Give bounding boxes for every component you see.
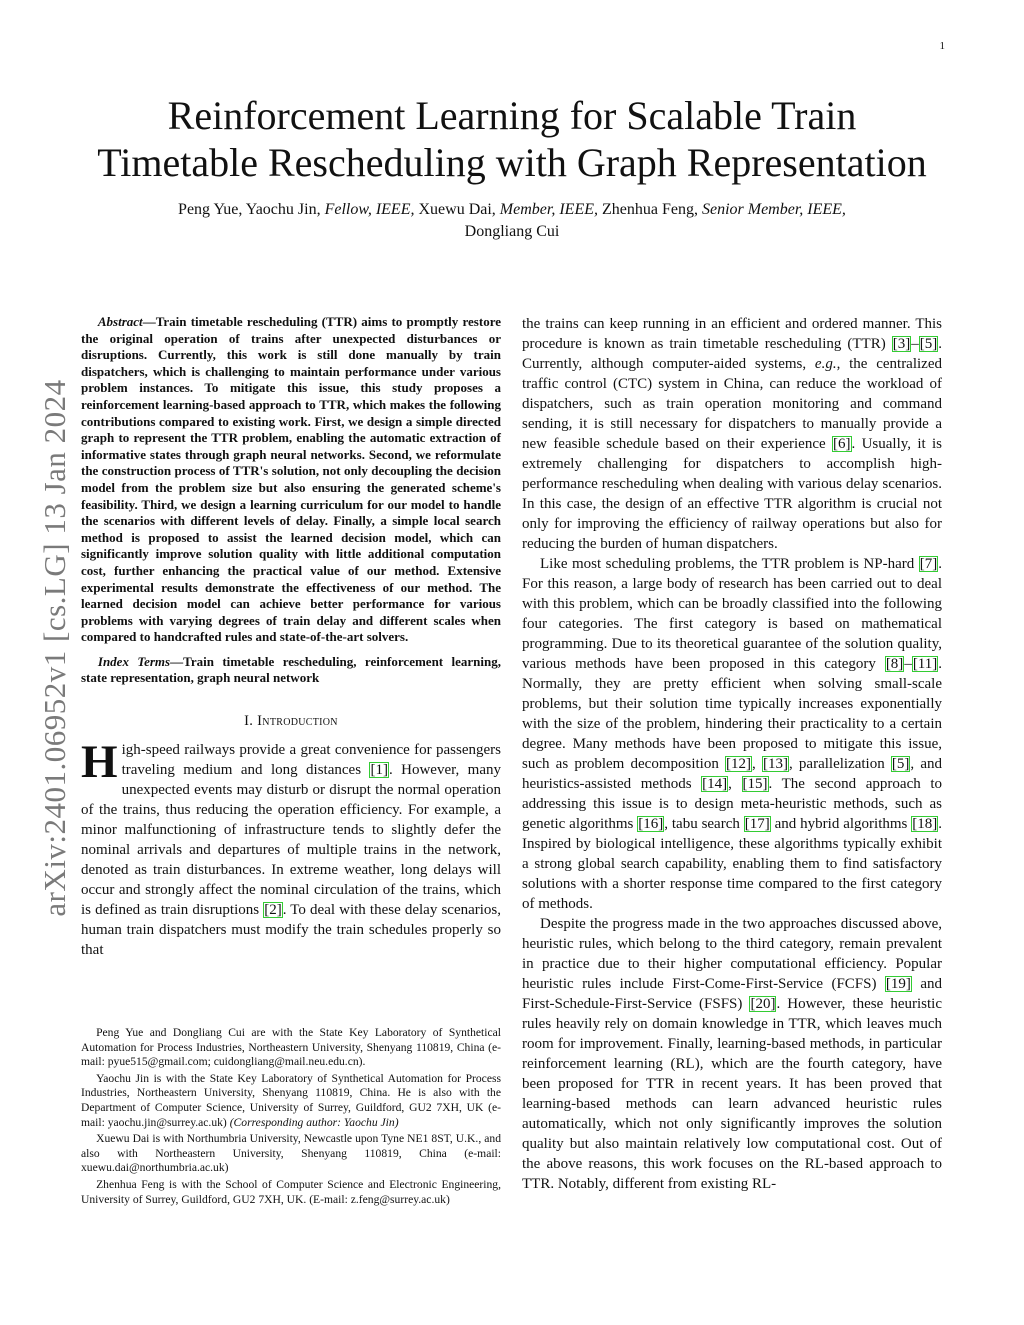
text-run: the trains can keep running in an efficient and ordered manner. This procedure is known as train timetable rescheduling (TTR) (522, 316, 942, 352)
author-4: Dongliang Cui (464, 223, 560, 240)
abstract (81, 314, 501, 646)
citation-link[interactable]: [5] (919, 336, 938, 352)
text-run: , (752, 756, 762, 772)
section-title: Introduction (257, 713, 338, 730)
right-paragraph-1 (522, 314, 942, 554)
text-run: , parallelization (788, 756, 891, 772)
footnote-4: Zhenhua Feng is with the School of Computer Science and Electronic Engineering, University of Surrey, Guildford, GU2 7XH, UK. (E-mail: z.feng@surrey.ac.uk) (81, 1177, 501, 1206)
footnote-2-italic: (Corresponding author: Yaochu Jin) (229, 1115, 399, 1129)
index-terms (81, 654, 501, 687)
citation-link[interactable]: [15] (742, 776, 768, 792)
text-run: . The second approach to addressing this issue is to design meta-heuristic methods, such as genetic algorithms (522, 776, 943, 832)
text-run: igh-speed railways provide a great convenience for passengers traveling medium and long distances (121, 742, 501, 779)
text-run-italic: e.g. (814, 356, 837, 372)
right-paragraph-2 (522, 554, 942, 914)
section-heading-introduction (81, 713, 501, 730)
index-terms-text: —Train timetable rescheduling, reinforcement learning, state representation, graph neural network (81, 653, 502, 686)
footnote-1: Peng Yue and Dongliang Cui are with the State Key Laboratory of Synthetical Automation for Process Industries, Northeastern University, Shenyang 110819, China (e-mail: pyue515@gmail.com; cuidongliang@mail.neu.edu.cn). (81, 1026, 501, 1069)
arxiv-stamp-text[interactable]: arXiv:2401.06952v1 [cs.LG] 13 Jan 2024 (37, 379, 72, 917)
citation-link[interactable]: [5] (891, 756, 910, 772)
text-run: , the centralized traffic control (CTC) system in China, can reduce the workload of dispatchers, such as train operation monitoring and command sending, it is still necessary for dispatchers to manually provide a new feasible schedule based on their experience (522, 356, 942, 452)
citation-link[interactable]: [18] (912, 816, 938, 832)
page-number: 1 (939, 40, 945, 52)
text-run: . Currently, although computer-aided systems, (522, 336, 942, 372)
citation-link[interactable]: [13] (762, 756, 788, 772)
citation-link[interactable]: [2] (264, 902, 282, 919)
text-run: – (911, 336, 919, 352)
citation-link[interactable]: [3] (892, 336, 911, 352)
author-1-role: Fellow, IEEE, (324, 201, 415, 218)
text-run: . Inspired by biological intelligence, these algorithms typically exhibit a strong global search capability, enabling them to find satisfactory solutions with a shorter response time compared to the first category of methods. (522, 816, 943, 912)
text-run: . Normally, they are pretty efficient when solving small-scale problems, but their solution time typically increases exponentially with the size of the problem, hindering their practicality to a certain degree. Many methods have been proposed to mitigate this issue, such as problem decomposition (522, 656, 942, 772)
text-run: . For this reason, a large body of research has been carried out to deal with this problem, which can be broadly classified into the following four categories. The first category is based on mathematical programming. Due to its theoretical guarantee of the solution quality, various methods have been proposed in this category (522, 556, 942, 672)
text-run: . However, many unexpected events may disturb or disrupt the normal operation of the trains, thus reducing the operation efficiency. For example, a minor malfunctioning of infrastructure tends to slightly defer the nominal arrivals and departures of multiple trains in the network, denoted as train disturbances. In extreme weather, long delays will occur and strongly affect the nominal circulation of the trains, which is defined as train disruptions (81, 762, 501, 919)
index-terms-lead: Index Terms (97, 653, 171, 669)
author-2-role: Member, IEEE, (499, 201, 598, 218)
right-paragraph-3 (522, 914, 942, 1194)
text-run: , (728, 776, 742, 792)
footnote-3: Xuewu Dai is with Northumbria University, Newcastle upon Tyne NE1 8ST, U.K., and also with Northeastern University, Shenyang 110819, China (e-mail: xuewu.dai@northumbria.ac.uk) (81, 1132, 501, 1175)
text-run: , tabu search (664, 816, 744, 832)
citation-link[interactable]: [17] (744, 816, 770, 832)
citation-link[interactable]: [7] (919, 556, 938, 572)
text-run: . However, these heuristic rules heavily rely on domain knowledge in TTR, which leaves much room for improvement. Finally, learning-based methods, in particular reinforcement learning (RL), which are the fourth category, have been proposed for TTR in recent years. It has been proved that learning-based methods can learn advanced heuristic rules automatically, which not only significantly improves the solution quality but also maintain relatively low computational cost. Out of the above reasons, this work focuses on the RL-based approach to TTR. Notably, different from existing RL- (522, 996, 942, 1192)
text-run: Like most scheduling problems, the TTR problem is NP-hard (540, 556, 919, 572)
abstract-lead: Abstract (97, 314, 143, 329)
drop-cap: H (81, 736, 118, 789)
author-1: Peng Yue, Yaochu Jin, (178, 201, 321, 218)
text-run: and First-Schedule-First-Service (FSFS) (522, 976, 942, 1012)
text-run: Despite the progress made in the two approaches discussed above, heuristic rules, which belong to the third category, remain prevalent in practice due to their higher computational efficiency. Popular heuristic rules include First-Come-First-Service (FCFS) (522, 916, 942, 992)
text-run: , and heuristics-assisted methods (522, 756, 942, 792)
footnote-2 (81, 1072, 501, 1130)
citation-link[interactable]: [19] (885, 976, 911, 992)
author-footnotes (81, 1026, 501, 1209)
abstract-text: —Train timetable rescheduling (TTR) aims to promptly restore the original operation of trains after unexpected disturbances or disruptions. Currently, this work is still done manually by train dispatchers, which is challenging to maintain performance under various problem instances. To mitigate this issue, this study proposes a reinforcement learning-based approach to TTR, which makes the following contributions compared to existing work. First, we design a simple directed graph to represent the TTR problem, enabling the automatic extraction of informative states through graph neural networks. Second, we reformulate the construction process of TTR's solution, not only decoupling the decision model from the problem size but also ensuring the generated scheme's feasibility. Third, we design a learning curriculum for our model to handle the scenarios with different levels of delay. Finally, a simple local search method is proposed to assist the learned decision model, which can significantly improve solution quality with little additional computation cost, further enhancing the practical value of our method. Extensive experimental results demonstrate the effectiveness of our method. The learned decision model can achieve better performance for various problems with varying degrees of train delay and different scales when compared to handcrafted rules and state-of-the-art solvers. (81, 314, 501, 645)
citation-link[interactable]: [11] (912, 656, 938, 672)
author-3: Zhenhua Feng, (601, 201, 698, 218)
text-run: – (904, 656, 912, 672)
citation-link[interactable]: [16] (638, 816, 664, 832)
text-run: and hybrid algorithms (770, 816, 912, 832)
citation-link[interactable]: [8] (885, 656, 904, 672)
text-run: . Usually, it is extremely challenging for dispatchers to accomplish high-performance rescheduling when dealing with various delay scenarios. In this case, the design of an effective TTR algorithm is crucial not only for improving the efficiency of railway operations but also for reducing the burden of human dispatchers. (522, 436, 943, 552)
author-2: Xuewu Dai, (418, 201, 496, 218)
author-3-role: Senior Member, IEEE, (701, 201, 846, 218)
title-line-2: Timetable Rescheduling with Graph Representation (97, 140, 927, 185)
title-line-1: Reinforcement Learning for Scalable Train (167, 93, 857, 138)
citation-link[interactable]: [6] (833, 436, 851, 452)
intro-paragraph-1 (81, 736, 502, 960)
right-column (522, 314, 942, 1194)
citation-link[interactable]: [20] (750, 996, 776, 1012)
citation-link[interactable]: [14] (702, 776, 728, 792)
footnote-2-text: Yaochu Jin is with the State Key Laboratory of Synthetical Automation for Process Industries, Northeastern University, Shenyang 110819, China. He is also with the Department of Computer Science, University of Surrey, Guildford, GU2 7XH, UK (e-mail: yaochu.jin@surrey.ac.uk) (81, 1071, 501, 1129)
left-column (81, 314, 501, 960)
section-number: I. (244, 713, 254, 730)
author-list (80, 199, 944, 243)
citation-link[interactable]: [12] (726, 756, 752, 772)
paper-title (60, 92, 964, 186)
citation-link[interactable]: [1] (370, 762, 388, 779)
text-run: . To deal with these delay scenarios, human train dispatchers must modify the train schedules properly so that (81, 902, 502, 959)
